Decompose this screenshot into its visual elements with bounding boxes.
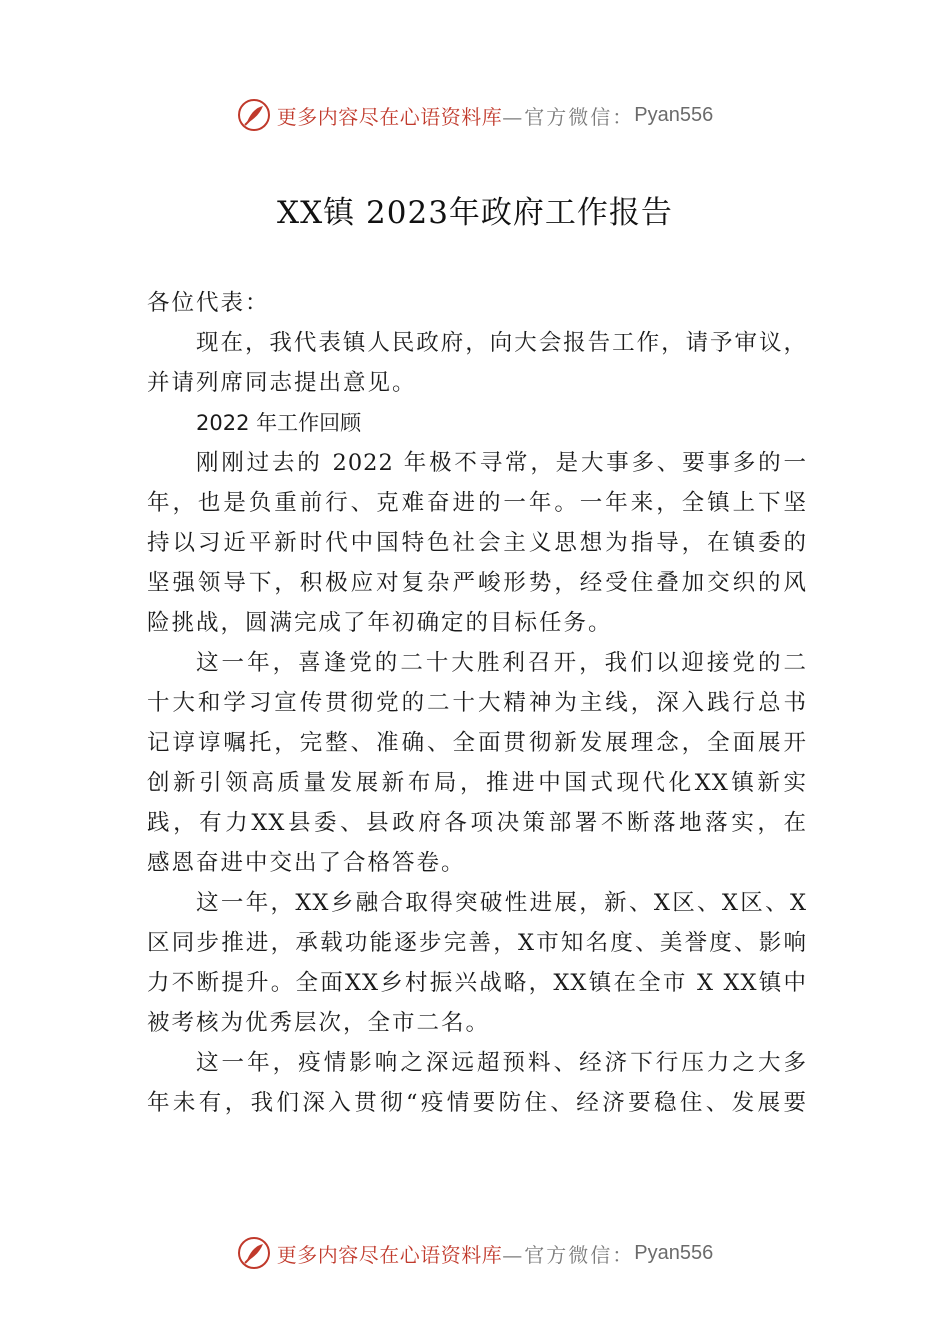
salutation: 各位代表： bbox=[147, 290, 270, 316]
body-line: 并请列席同志提出意见。 bbox=[147, 370, 417, 396]
watermark-banner-top bbox=[0, 95, 950, 135]
body-line: 年，也是负重前行、克难奋进的一年。一年来，全镇上下坚 bbox=[147, 490, 807, 516]
body-line: 这一年，疫情影响之深远超预料、经济下行压力之大多 bbox=[196, 1050, 807, 1076]
watermark-red-text: 更多内容尽在心语资料库 bbox=[276, 1242, 503, 1267]
watermark-red-text: 更多内容尽在心语资料库 bbox=[276, 104, 503, 129]
body-line: 坚强领导下，积极应对复杂严峻形势，经受住叠加交织的风 bbox=[147, 570, 807, 596]
body-line: 年未有，我们深入贯彻“疫情要防住、经济要稳住、发展要 bbox=[147, 1090, 807, 1116]
body-line: 现在，我代表镇人民政府，向大会报告工作，请予审议， bbox=[196, 330, 807, 356]
body-line: 刚刚过去的 2022 年极不寻常，是大事多、要事多的一 bbox=[196, 450, 807, 476]
watermark-wechat-id: Pyan556 bbox=[634, 103, 714, 126]
section-heading: 2022 年工作回顾 bbox=[196, 411, 362, 435]
quill-logo-icon bbox=[237, 1236, 271, 1270]
body-line: 力不断提升。全面XX乡村振兴战略，XX镇在全市 X XX镇中 bbox=[147, 970, 807, 996]
body-line: 践，有力XX县委、县政府各项决策部署不断落地落实，在 bbox=[147, 810, 807, 836]
body-line: 感恩奋进中交出了合格答卷。 bbox=[147, 850, 466, 876]
body-line: 持以习近平新时代中国特色社会主义思想为指导，在镇委的 bbox=[147, 530, 807, 556]
body-line: 这一年，XX乡融合取得突破性进展，新、X区、X区、X bbox=[196, 890, 807, 916]
body-line: 这一年，喜逢党的二十大胜利召开，我们以迎接党的二 bbox=[196, 650, 807, 676]
body-line: 十大和学习宣传贯彻党的二十大精神为主线，深入践行总书 bbox=[147, 690, 807, 716]
document-body bbox=[147, 283, 807, 1123]
quill-logo-icon bbox=[237, 98, 271, 132]
watermark-grey-text: —官方微信： bbox=[502, 104, 635, 129]
body-line: 险挑战，圆满完成了年初确定的目标任务。 bbox=[147, 610, 613, 636]
body-line: 记谆谆嘱托，完整、准确、全面贯彻新发展理念，全面展开 bbox=[147, 730, 807, 756]
watermark-wechat-id: Pyan556 bbox=[634, 1241, 714, 1264]
document-title: XX镇 2023年政府工作报告 bbox=[277, 195, 673, 231]
watermark-grey-text: —官方微信： bbox=[502, 1242, 635, 1267]
body-line: 区同步推进，承载功能逐步完善，X市知名度、美誉度、影响 bbox=[147, 930, 807, 956]
watermark-banner-bottom bbox=[0, 1233, 950, 1273]
body-line: 创新引领高质量发展新布局，推进中国式现代化XX镇新实 bbox=[147, 770, 807, 796]
body-line: 被考核为优秀层次，全市二名。 bbox=[147, 1010, 491, 1036]
